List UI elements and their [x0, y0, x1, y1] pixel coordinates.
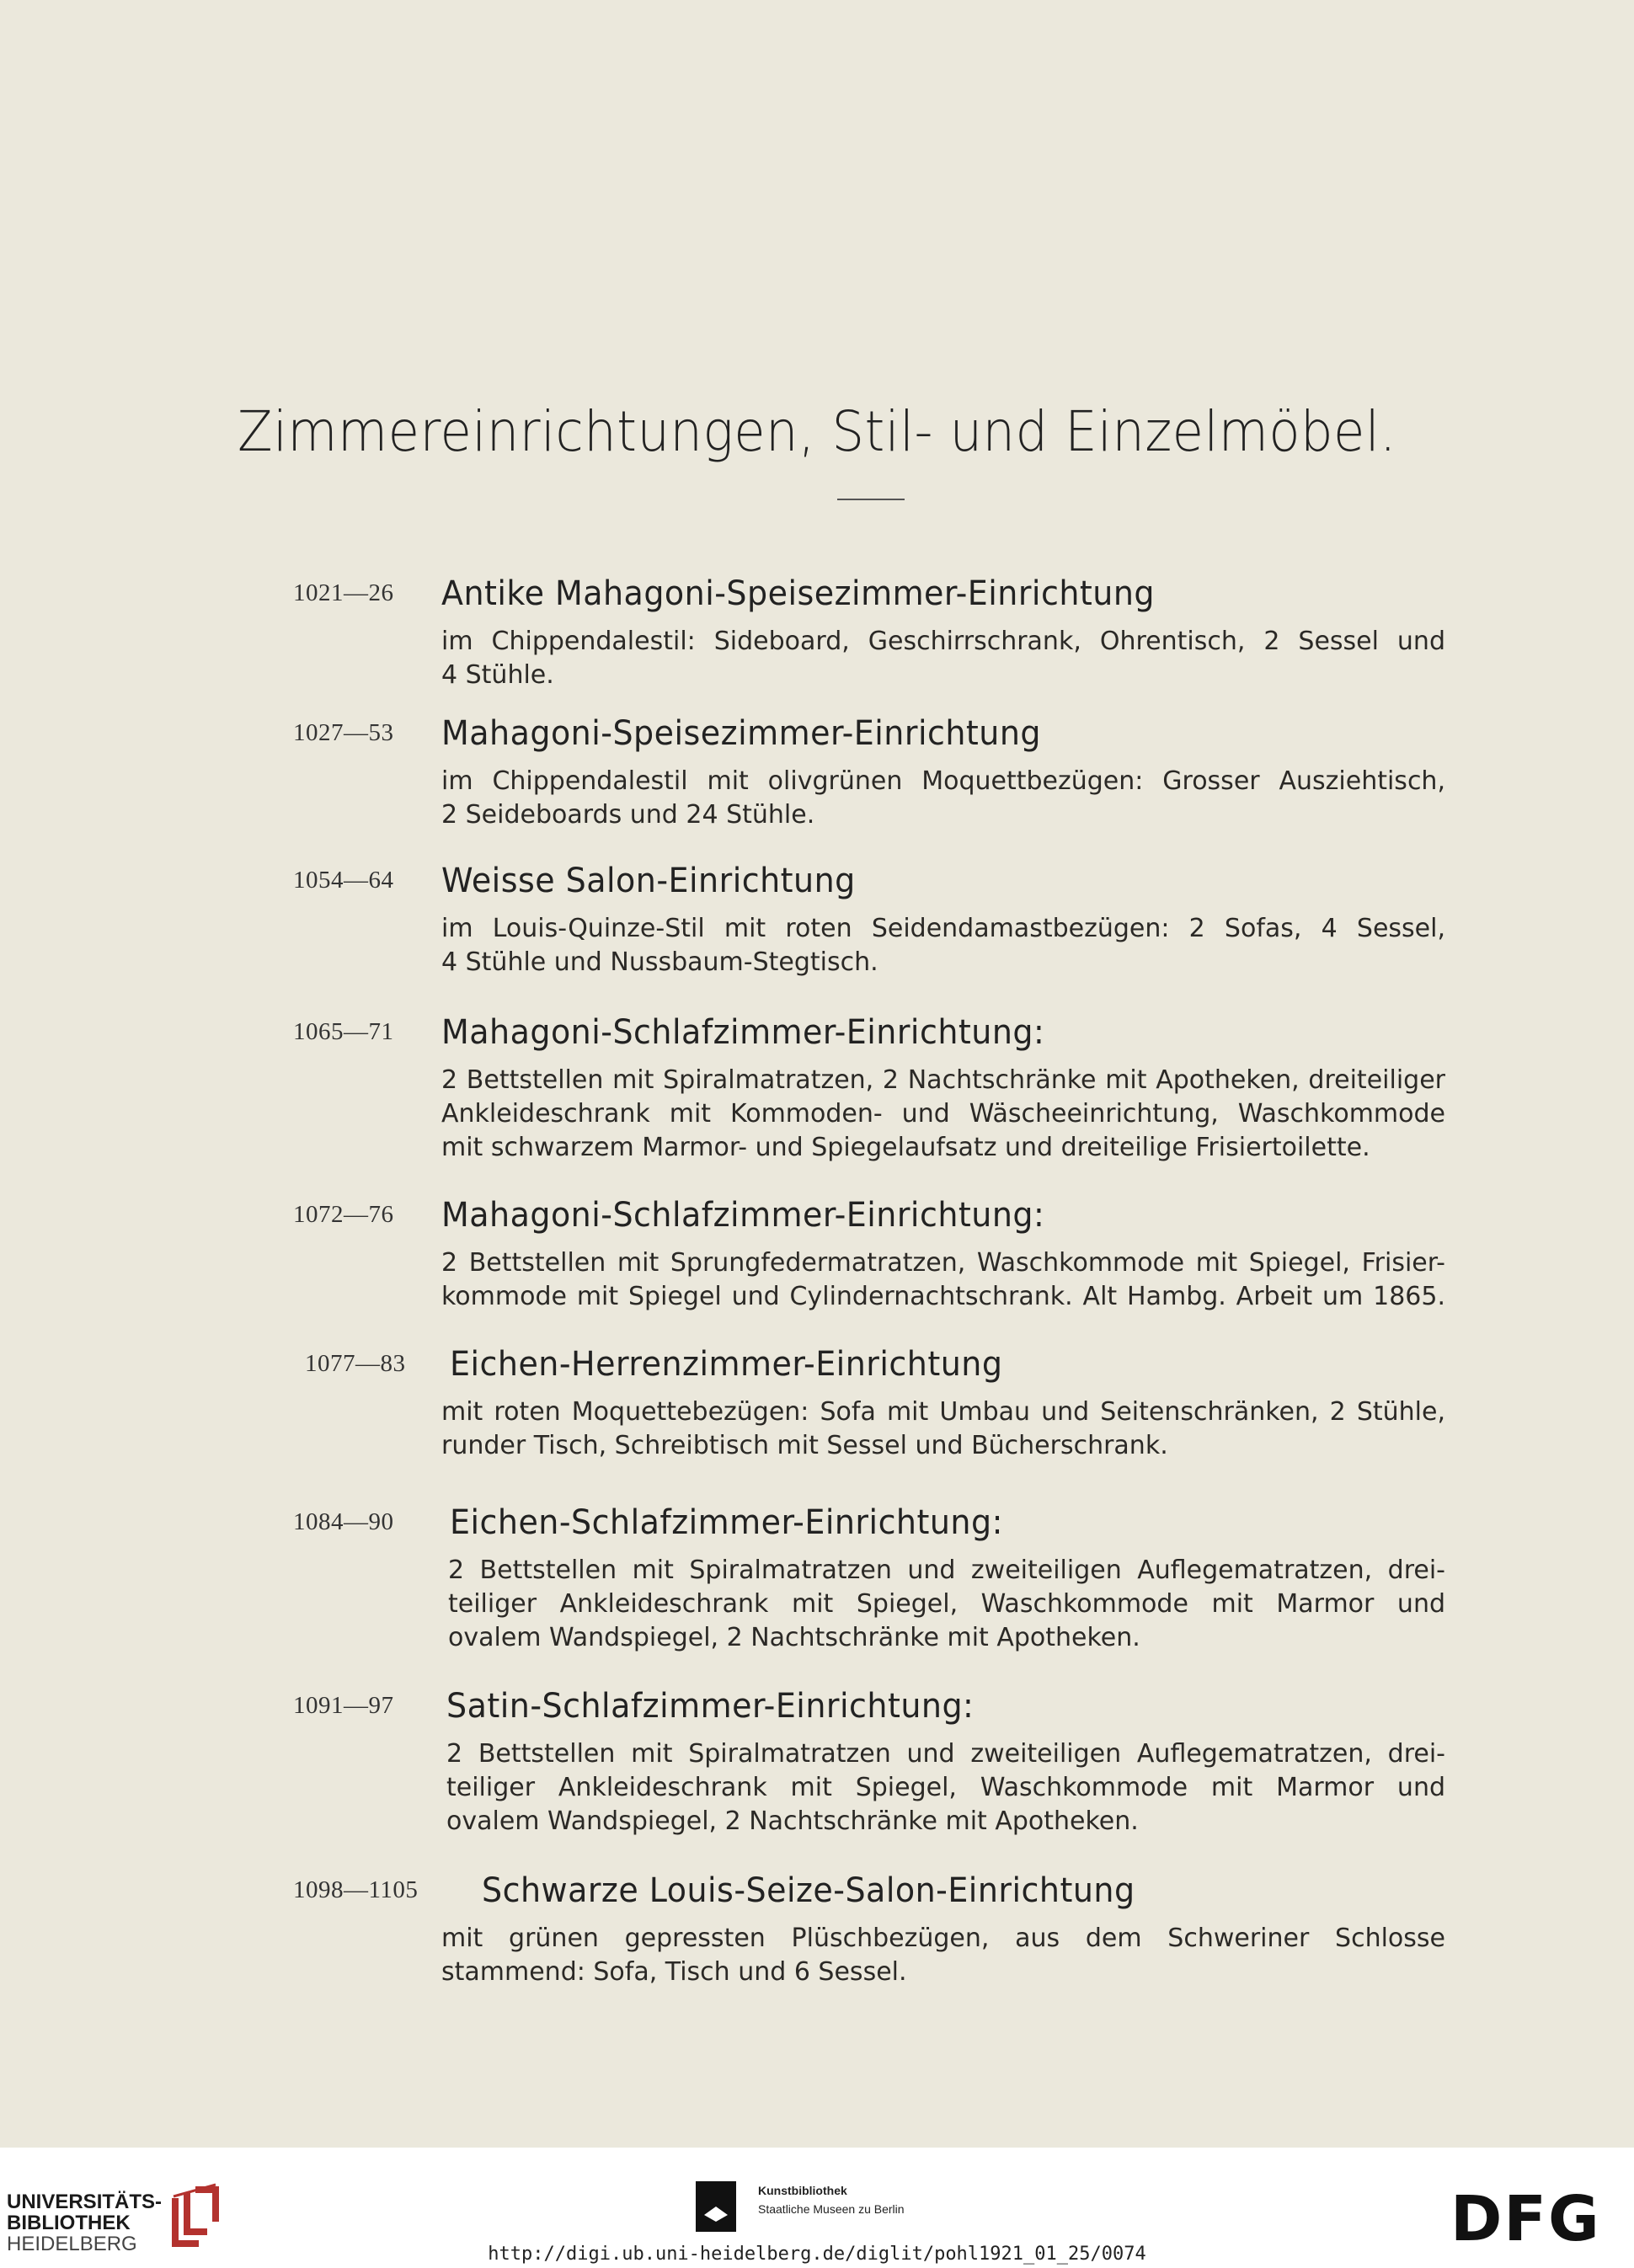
- entry-description: [441, 1922, 1445, 1989]
- footer-bar: [0, 2148, 1634, 2268]
- title-divider: [837, 499, 905, 500]
- entry-description: [448, 1554, 1445, 1655]
- entry-heading: Mahagoni-Speisezimmer-Einrichtung: [441, 714, 1042, 753]
- staatliche-museen-name: Staatliche Museen zu Berlin: [758, 2202, 905, 2216]
- description-line: teiliger Ankleideschrank mit Spiegel, Waschkommode mit Marmor und: [446, 1773, 1445, 1802]
- description-line: 2 Seideboards und 24 Stühle.: [441, 800, 815, 830]
- lot-number: 1065—71: [293, 1018, 394, 1045]
- description-line: 2 Bettstellen mit Spiralmatratzen und zweiteiligen Auflegematratzen, drei-: [446, 1739, 1445, 1769]
- entry-description: [441, 1395, 1445, 1463]
- entry-description: [441, 912, 1445, 979]
- description-line: mit grünen gepressten Plüschbezügen, aus dem Schweriner Schlosse: [441, 1924, 1445, 1953]
- entry-description: [446, 1737, 1445, 1838]
- lot-number: 1077—83: [305, 1350, 406, 1377]
- kunstbibliothek-name: Kunstbibliothek: [758, 2184, 847, 2197]
- entry-heading: Antike Mahagoni-Speisezimmer-Einrichtung: [441, 574, 1155, 613]
- description-line: stammend: Sofa, Tisch und 6 Sessel.: [441, 1957, 907, 1987]
- description-line: teiliger Ankleideschrank mit Spiegel, Waschkommode mit Marmor und: [448, 1589, 1445, 1619]
- description-line: im Louis-Quinze-Stil mit roten Seidendamastbezügen: 2 Sofas, 4 Sessel,: [441, 914, 1445, 943]
- kunstbibliothek-label: [758, 2181, 905, 2218]
- description-line: im Chippendalestil mit olivgrünen Moquettbezügen: Grosser Ausziehtisch,: [441, 766, 1445, 796]
- dfg-logo[interactable]: DFG: [1450, 2183, 1601, 2255]
- description-line: 4 Stühle und Nussbaum-Stegtisch.: [441, 947, 878, 977]
- description-line: im Chippendalestil: Sideboard, Geschirrschrank, Ohrentisch, 2 Sessel und: [441, 627, 1445, 656]
- university-logo-icon[interactable]: [165, 2181, 226, 2252]
- lot-number: 1054—64: [293, 867, 394, 894]
- university-line: HEIDELBERG: [7, 2233, 137, 2255]
- entry-heading: Eichen-Herrenzimmer-Einrichtung: [450, 1345, 1003, 1384]
- description-line: kommode mit Spiegel und Cylindernachtschrank. Alt Hambg. Arbeit um 1865.: [441, 1282, 1445, 1311]
- description-line: 2 Bettstellen mit Spiralmatratzen und zweiteiligen Auflegematratzen, drei-: [448, 1556, 1445, 1585]
- entry-heading: Mahagoni-Schlafzimmer-Einrichtung:: [441, 1013, 1045, 1052]
- description-line: mit schwarzem Marmor- und Spiegelaufsatz und dreiteilige Frisiertoilette.: [441, 1133, 1370, 1162]
- description-line: Ankleideschrank mit Kommoden- und Wäscheeinrichtung, Waschkommode: [441, 1099, 1445, 1129]
- entry-description: [441, 1064, 1445, 1165]
- lot-number: 1027—53: [293, 719, 394, 746]
- lot-number: 1072—76: [293, 1201, 394, 1228]
- description-line: 2 Bettstellen mit Spiralmatratzen, 2 Nachtschränke mit Apotheken, dreiteiliger: [441, 1065, 1445, 1095]
- description-line: runder Tisch, Schreibtisch mit Sessel und Bücherschrank.: [441, 1431, 1168, 1460]
- lot-number: 1091—97: [293, 1692, 394, 1719]
- description-line: ovalem Wandspiegel, 2 Nachtschränke mit Apotheken.: [446, 1806, 1139, 1836]
- university-line: UNIVERSITÄTS-: [7, 2191, 163, 2213]
- entry-heading: Weisse Salon-Einrichtung: [441, 862, 856, 900]
- entry-heading: Eichen-Schlafzimmer-Einrichtung:: [450, 1503, 1003, 1542]
- permalink-url[interactable]: http://digi.ub.uni-heidelberg.de/diglit/pohl1921_01_25/0074: [488, 2244, 1146, 2265]
- description-line: ovalem Wandspiegel, 2 Nachtschränke mit Apotheken.: [448, 1623, 1140, 1652]
- description-line: mit roten Moquettebezügen: Sofa mit Umbau und Seitenschränken, 2 Stühle,: [441, 1397, 1445, 1427]
- entry-heading: Satin-Schlafzimmer-Einrichtung:: [446, 1687, 975, 1726]
- kunstbibliothek-logo-icon[interactable]: [696, 2181, 736, 2232]
- lot-number: 1098—1105: [293, 1876, 419, 1903]
- lot-number: 1021—26: [293, 579, 394, 606]
- entry-heading: Mahagoni-Schlafzimmer-Einrichtung:: [441, 1196, 1045, 1235]
- page-title: Zimmereinrichtungen, Stil- und Einzelmöbel.: [238, 399, 1396, 464]
- entry-description: [441, 765, 1445, 832]
- entry-description: [441, 1246, 1445, 1314]
- description-line: 4 Stühle.: [441, 660, 554, 690]
- university-line: BIBLIOTHEK: [7, 2212, 131, 2234]
- entry-description: [441, 625, 1445, 692]
- lot-number: 1084—90: [293, 1508, 394, 1535]
- entry-heading: Schwarze Louis-Seize-Salon-Einrichtung: [482, 1871, 1135, 1910]
- description-line: 2 Bettstellen mit Sprungfedermatratzen, Waschkommode mit Spiegel, Frisier-: [441, 1248, 1445, 1278]
